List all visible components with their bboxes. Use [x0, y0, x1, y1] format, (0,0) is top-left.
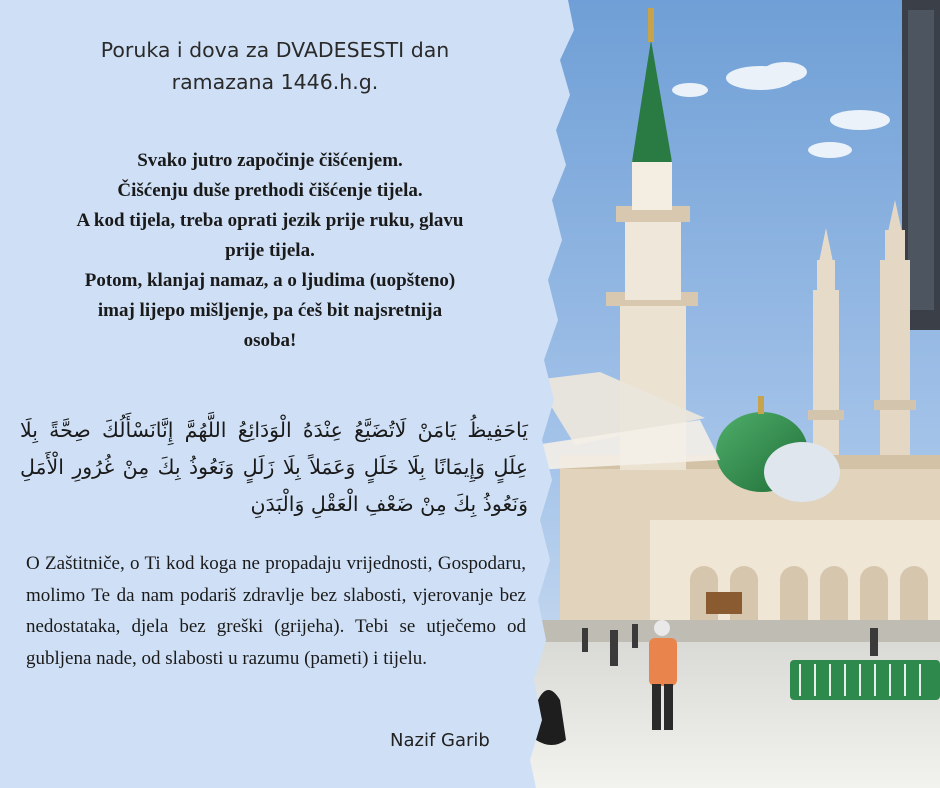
message-line: imaj lijepo mišljenje, pa ćeš bit najsretnija	[97, 300, 443, 321]
message-line: Svako jutro započinje čišćenjem.	[137, 150, 403, 171]
author-name: Nazif Garib	[390, 730, 490, 751]
page-title	[40, 34, 510, 98]
title-line: ramazana 1446.h.g.	[171, 70, 379, 94]
message-line: osoba!	[243, 330, 297, 351]
message-line: prije tijela.	[225, 240, 315, 261]
message-line: Potom, klanjaj namaz, a o ljudima (uopšteno)	[84, 270, 456, 291]
dua-translation: O Zaštitniče, o Ti kod koga ne propadaju vrijednosti, Gospodaru, molimo Te da nam podariš zdravlje bez slabosti, vjerovanje bez nedostataka, djela bez greški (grijeha). Tebi se utječemo od gubljena nade, od slabosti u razumu (pameti) i tijelu.	[26, 553, 526, 669]
title-line: Poruka i dova za DVADESESTI dan	[100, 38, 450, 62]
message-line: A kod tijela, treba oprati jezik prije ruku, glavu	[76, 210, 464, 231]
dua-arabic-text: يَاحَفِيظُ يَامَنْ لَاتُضَيَّعُ عِنْدَهُ الْوَدَائِعُ اللَّهُمَّ إِنَّانَسْأَلُكَ صِحَّةً بِلَا عِلَلٍ وَإِيمَانًا بِلَا خَلَلٍ وَعَمَلاً بِلَا زَلَلٍ وَنَعُوذُ بِكَ مِنْ غُرُورِ الْأَمَلِ وَنَعُوذُ بِكَ مِنْ ضَعْفِ الْعَقْلِ وَالْبَدَنِ	[20, 418, 528, 516]
message-block	[10, 146, 530, 356]
message-line: Čišćenju duše prethodi čišćenje tijela.	[117, 180, 423, 201]
